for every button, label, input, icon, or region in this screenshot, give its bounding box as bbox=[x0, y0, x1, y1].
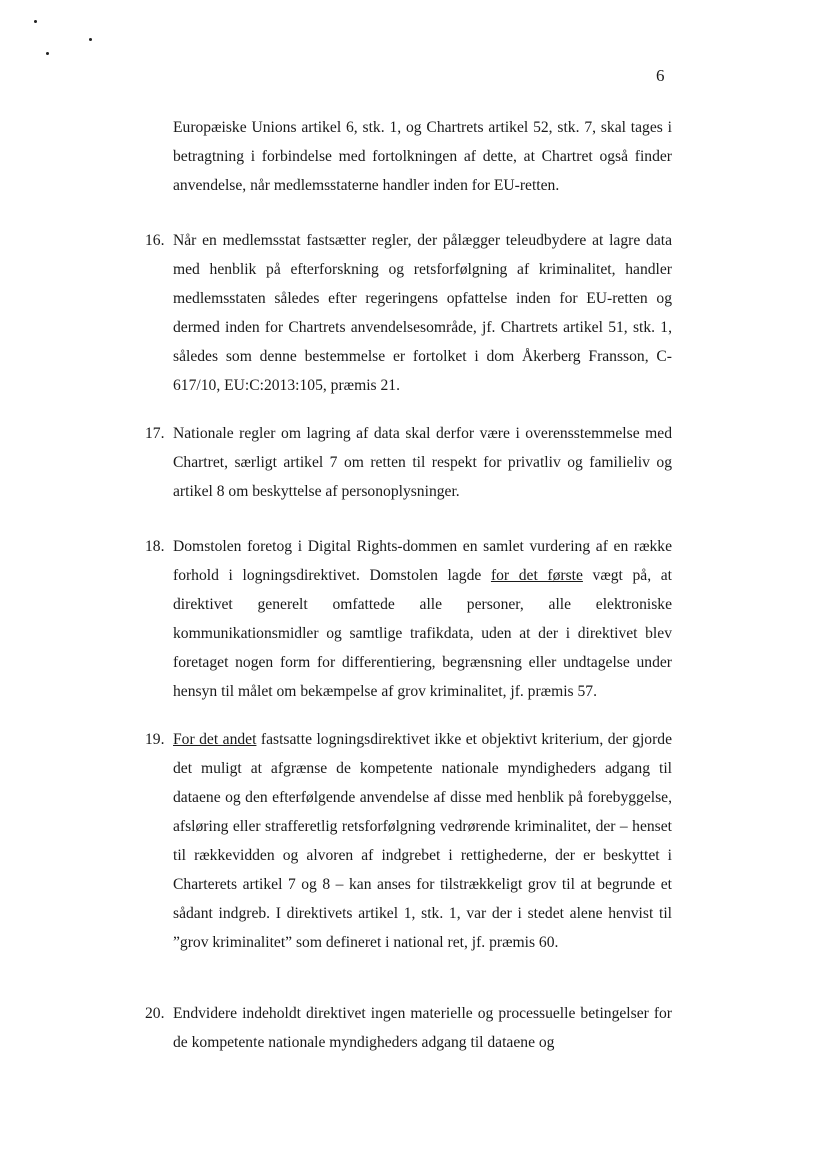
paragraph-20 bbox=[145, 999, 672, 1057]
scan-speck bbox=[89, 38, 92, 41]
scan-speck bbox=[46, 52, 49, 55]
paragraph-number: 20. bbox=[145, 1005, 165, 1022]
paragraph-text-part: fastsatte logningsdirektivet ikke et objektivt kriterium, der gjorde det muligt at afgrænse de kompetente nationale myndigheders adgang til dataene og den efterfølgende anvendelse af disse med henblik på forebyggelse, afsløring eller strafferetlig retsforfølgning vedrørende kriminalitet, der – henset til rækkevidden og alvoren af indgrebet i rettighederne, der er beskyttet i Charterets artikel 7 og 8 – kan anses for tilstrækkeligt grov til at begrunde et sådant indgreb. I direktivets artikel 1, stk. 1, var der i stedet alene henvist til ”grov kriminalitet” som defineret i national ret, jf. præmis 60. bbox=[173, 731, 673, 951]
page-number: 6 bbox=[656, 66, 665, 85]
paragraph-text-part: Domstolen foretog i Digital Rights-dommen en samlet vurdering af en række forhold i logningsdirektivet. Domstolen lagde bbox=[173, 538, 672, 584]
paragraph-number: 19. bbox=[145, 731, 165, 748]
paragraph-number: 16. bbox=[145, 232, 165, 249]
paragraph-text-part: vægt på, at direktivet generelt omfattede alle personer, alle elektroniske kommunikationsmidler og samtlige trafikdata, uden at der i direktivet blev foretaget nogen form for differentiering, begrænsning eller undtagelse under hensyn til målet om bekæmpelse af grov kriminalitet, jf. præmis 57. bbox=[173, 567, 672, 700]
paragraph-text: Endvidere indeholdt direktivet ingen materielle og processuelle betingelser for de kompetente nationale myndigheders adgang til dataene og bbox=[173, 1005, 672, 1051]
paragraph-18 bbox=[145, 532, 672, 706]
scan-speck bbox=[34, 20, 37, 23]
paragraph-text: Når en medlemsstat fastsætter regler, der pålægger teleudbydere at lagre data med henblik på efterforskning og retsforfølgning af kriminalitet, handler medlemsstaten således efter regeringens opfattelse inden for EU-retten og dermed inden for Chartrets anvendelsesområde, jf. Chartrets artikel 51, stk. 1, således som denne bestemmelse er fortolket i dom Åkerberg Fransson, C-617/10, EU:C:2013:105, præmis 21. bbox=[173, 232, 672, 394]
paragraph-19 bbox=[145, 725, 672, 957]
paragraph-17 bbox=[145, 419, 672, 506]
paragraph-text bbox=[173, 725, 672, 957]
paragraph-text: Nationale regler om lagring af data skal derfor være i overensstemmelse med Chartret, særligt artikel 7 om retten til respekt for privatliv og familieliv og artikel 8 om beskyttelse af personoplysninger. bbox=[173, 425, 672, 500]
underlined-phrase: for det første bbox=[490, 567, 583, 584]
paragraph-number: 17. bbox=[145, 425, 165, 442]
paragraph-16 bbox=[145, 226, 672, 400]
paragraph-number: 18. bbox=[145, 538, 165, 555]
continuation-paragraph bbox=[145, 113, 672, 200]
underlined-phrase: For det andet bbox=[173, 731, 257, 748]
continuation-text: Europæiske Unions artikel 6, stk. 1, og Chartrets artikel 52, stk. 7, skal tages i betragtning i forbindelse med fortolkningen af dette, at Chartret også finder anvendelse, når medlemsstaterne handler inden for EU-retten. bbox=[173, 119, 672, 194]
paragraph-text bbox=[173, 532, 672, 706]
